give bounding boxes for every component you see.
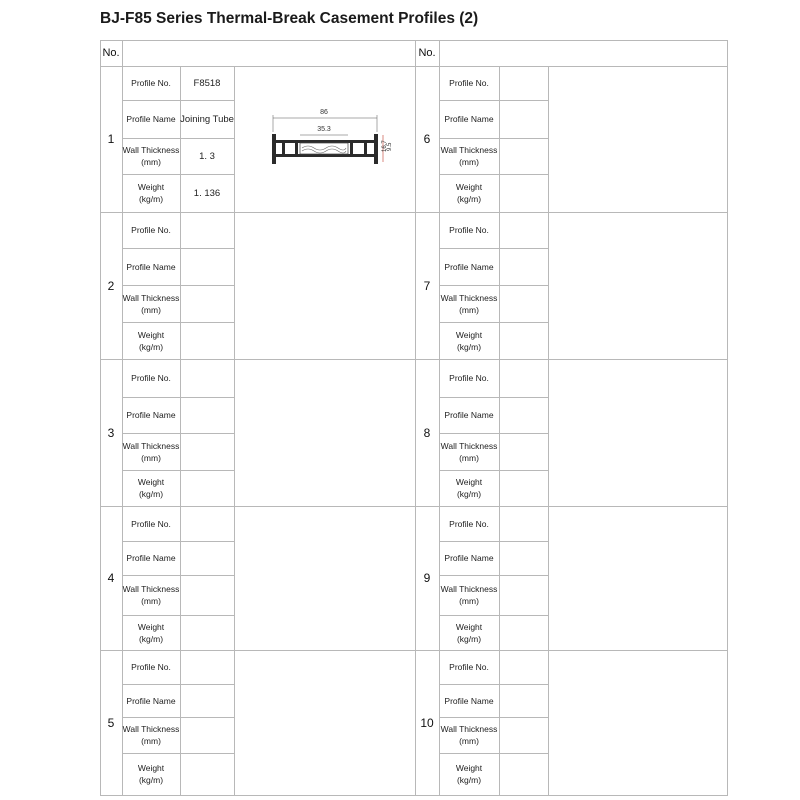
- profile-number: 4: [107, 571, 115, 585]
- field-label-wall-thickness: Wall Thickness (mm): [122, 584, 180, 606]
- field-label-profile-name: Profile Name: [444, 410, 494, 420]
- field-label-wall-thickness: Wall Thickness (mm): [440, 292, 498, 315]
- dim-height-label: 16.7: [382, 140, 388, 152]
- field-label-profile-no: Profile No.: [449, 373, 489, 383]
- field-value-profile-name: [499, 397, 548, 433]
- profile-number: 6: [423, 132, 431, 146]
- field-label-profile-name: Profile Name: [126, 695, 176, 706]
- right-value-column-border: [548, 212, 549, 360]
- field-label-wall-thickness: Wall Thickness (mm): [122, 292, 180, 315]
- field-label-weight: Weight (kg/m): [455, 329, 483, 352]
- field-label-profile-no: Profile No.: [449, 518, 489, 529]
- field-label-profile-no: Profile No.: [131, 225, 171, 235]
- profile-number: 9: [423, 571, 431, 585]
- field-label-profile-name: Profile Name: [444, 695, 494, 706]
- left-value-column-border: [234, 650, 235, 796]
- header-no-right: No.: [418, 47, 436, 59]
- field-value-profile-name: [180, 541, 234, 575]
- field-value-profile-name: [499, 248, 548, 285]
- field-label-weight: Weight (kg/m): [137, 182, 165, 204]
- field-value-profile-no: [180, 506, 234, 541]
- field-label-weight: Weight (kg/m): [137, 329, 165, 352]
- field-value-wall-thickness: [499, 575, 548, 615]
- field-label-weight: Weight (kg/m): [137, 477, 165, 499]
- field-label-profile-name: Profile Name: [126, 553, 176, 563]
- table-right-border: [727, 40, 728, 796]
- profile-number: 10: [420, 715, 434, 730]
- joining-tube-section-diagram: [262, 104, 392, 170]
- left-value-column-border: [234, 212, 235, 360]
- profile-drawing-1: [262, 104, 392, 170]
- profile-number: 5: [107, 715, 115, 730]
- dim-width-label: 86: [320, 109, 328, 116]
- field-label-weight: Weight (kg/m): [455, 182, 483, 204]
- field-value-wall-thickness: 1. 3: [199, 150, 215, 162]
- field-value-weight: [499, 615, 548, 650]
- field-label-weight: Weight (kg/m): [137, 763, 165, 785]
- field-label-profile-name: Profile Name: [126, 410, 176, 420]
- table-top-border: [100, 40, 728, 41]
- field-label-wall-thickness: Wall Thickness (mm): [440, 145, 498, 167]
- field-value-profile-no: [180, 650, 234, 684]
- profile-number: 7: [423, 278, 431, 293]
- field-value-profile-no: [499, 506, 548, 541]
- field-label-weight: Weight (kg/m): [455, 621, 483, 644]
- field-value-profile-name: [499, 684, 548, 717]
- field-label-wall-thickness: Wall Thickness (mm): [122, 145, 180, 167]
- profile-number: 2: [107, 278, 115, 293]
- field-value-wall-thickness: [499, 138, 548, 174]
- field-value-profile-no: [499, 650, 548, 684]
- field-label-wall-thickness: Wall Thickness (mm): [440, 724, 498, 746]
- field-value-profile-name: [180, 248, 234, 285]
- field-label-wall-thickness: Wall Thickness (mm): [440, 584, 498, 606]
- field-value-profile-no: [499, 359, 548, 397]
- field-value-weight: [499, 470, 548, 506]
- field-value-profile-name: [180, 397, 234, 433]
- field-value-profile-no: F8518: [193, 77, 221, 89]
- field-label-wall-thickness: Wall Thickness (mm): [122, 724, 180, 746]
- dim-inner-label: 35.3: [317, 126, 331, 133]
- field-label-profile-name: Profile Name: [126, 114, 176, 124]
- field-value-weight: 1. 136: [193, 187, 221, 199]
- field-value-profile-no: [499, 212, 548, 248]
- field-value-wall-thickness: [499, 433, 548, 470]
- field-value-wall-thickness: [180, 575, 234, 615]
- field-value-wall-thickness: [180, 717, 234, 753]
- field-value-wall-thickness: [499, 285, 548, 322]
- field-label-profile-name: Profile Name: [444, 553, 494, 563]
- field-value-wall-thickness: [180, 433, 234, 470]
- field-value-profile-name: [499, 100, 548, 138]
- dim-small-label: 9.5: [387, 142, 393, 151]
- field-label-weight: Weight (kg/m): [455, 763, 483, 785]
- field-value-wall-thickness: [499, 717, 548, 753]
- field-label-wall-thickness: Wall Thickness (mm): [122, 440, 180, 463]
- field-value-weight: [180, 615, 234, 650]
- field-value-weight: [499, 753, 548, 795]
- field-value-profile-name: [499, 541, 548, 575]
- field-label-weight: Weight (kg/m): [137, 621, 165, 644]
- field-label-profile-no: Profile No.: [131, 373, 171, 383]
- field-label-profile-name: Profile Name: [126, 261, 176, 272]
- field-label-profile-name: Profile Name: [444, 114, 494, 124]
- right-value-column-border: [548, 506, 549, 651]
- field-value-profile-no: [180, 359, 234, 397]
- field-value-weight: [499, 174, 548, 212]
- field-label-profile-no: Profile No.: [449, 78, 489, 88]
- right-value-column-border: [548, 650, 549, 796]
- field-label-profile-no: Profile No.: [131, 78, 171, 88]
- field-label-profile-name: Profile Name: [444, 261, 494, 272]
- header-no-left: No.: [102, 47, 120, 59]
- field-value-wall-thickness: [180, 285, 234, 322]
- field-value-profile-no: [180, 212, 234, 248]
- field-label-profile-no: Profile No.: [131, 662, 171, 672]
- profile-number: 3: [107, 425, 115, 440]
- field-label-profile-no: Profile No.: [449, 662, 489, 672]
- field-value-profile-no: [499, 66, 548, 100]
- left-value-column-border: [234, 506, 235, 651]
- left-value-column-border: [234, 66, 235, 213]
- field-value-weight: [180, 753, 234, 795]
- field-label-profile-no: Profile No.: [131, 518, 171, 529]
- field-label-wall-thickness: Wall Thickness (mm): [440, 440, 498, 463]
- field-value-profile-name: [180, 684, 234, 717]
- field-value-weight: [499, 322, 548, 359]
- field-label-weight: Weight (kg/m): [455, 477, 483, 499]
- block-bottom-border: [100, 795, 728, 796]
- right-value-column-border: [548, 66, 549, 213]
- field-value-profile-name: Joining Tube: [180, 113, 234, 125]
- page-title: BJ-F85 Series Thermal-Break Casement Profiles (2): [100, 10, 479, 27]
- field-value-weight: [180, 470, 234, 506]
- field-value-weight: [180, 322, 234, 359]
- profile-number: 1: [107, 132, 115, 146]
- profile-number: 8: [423, 425, 431, 440]
- field-label-profile-no: Profile No.: [449, 225, 489, 235]
